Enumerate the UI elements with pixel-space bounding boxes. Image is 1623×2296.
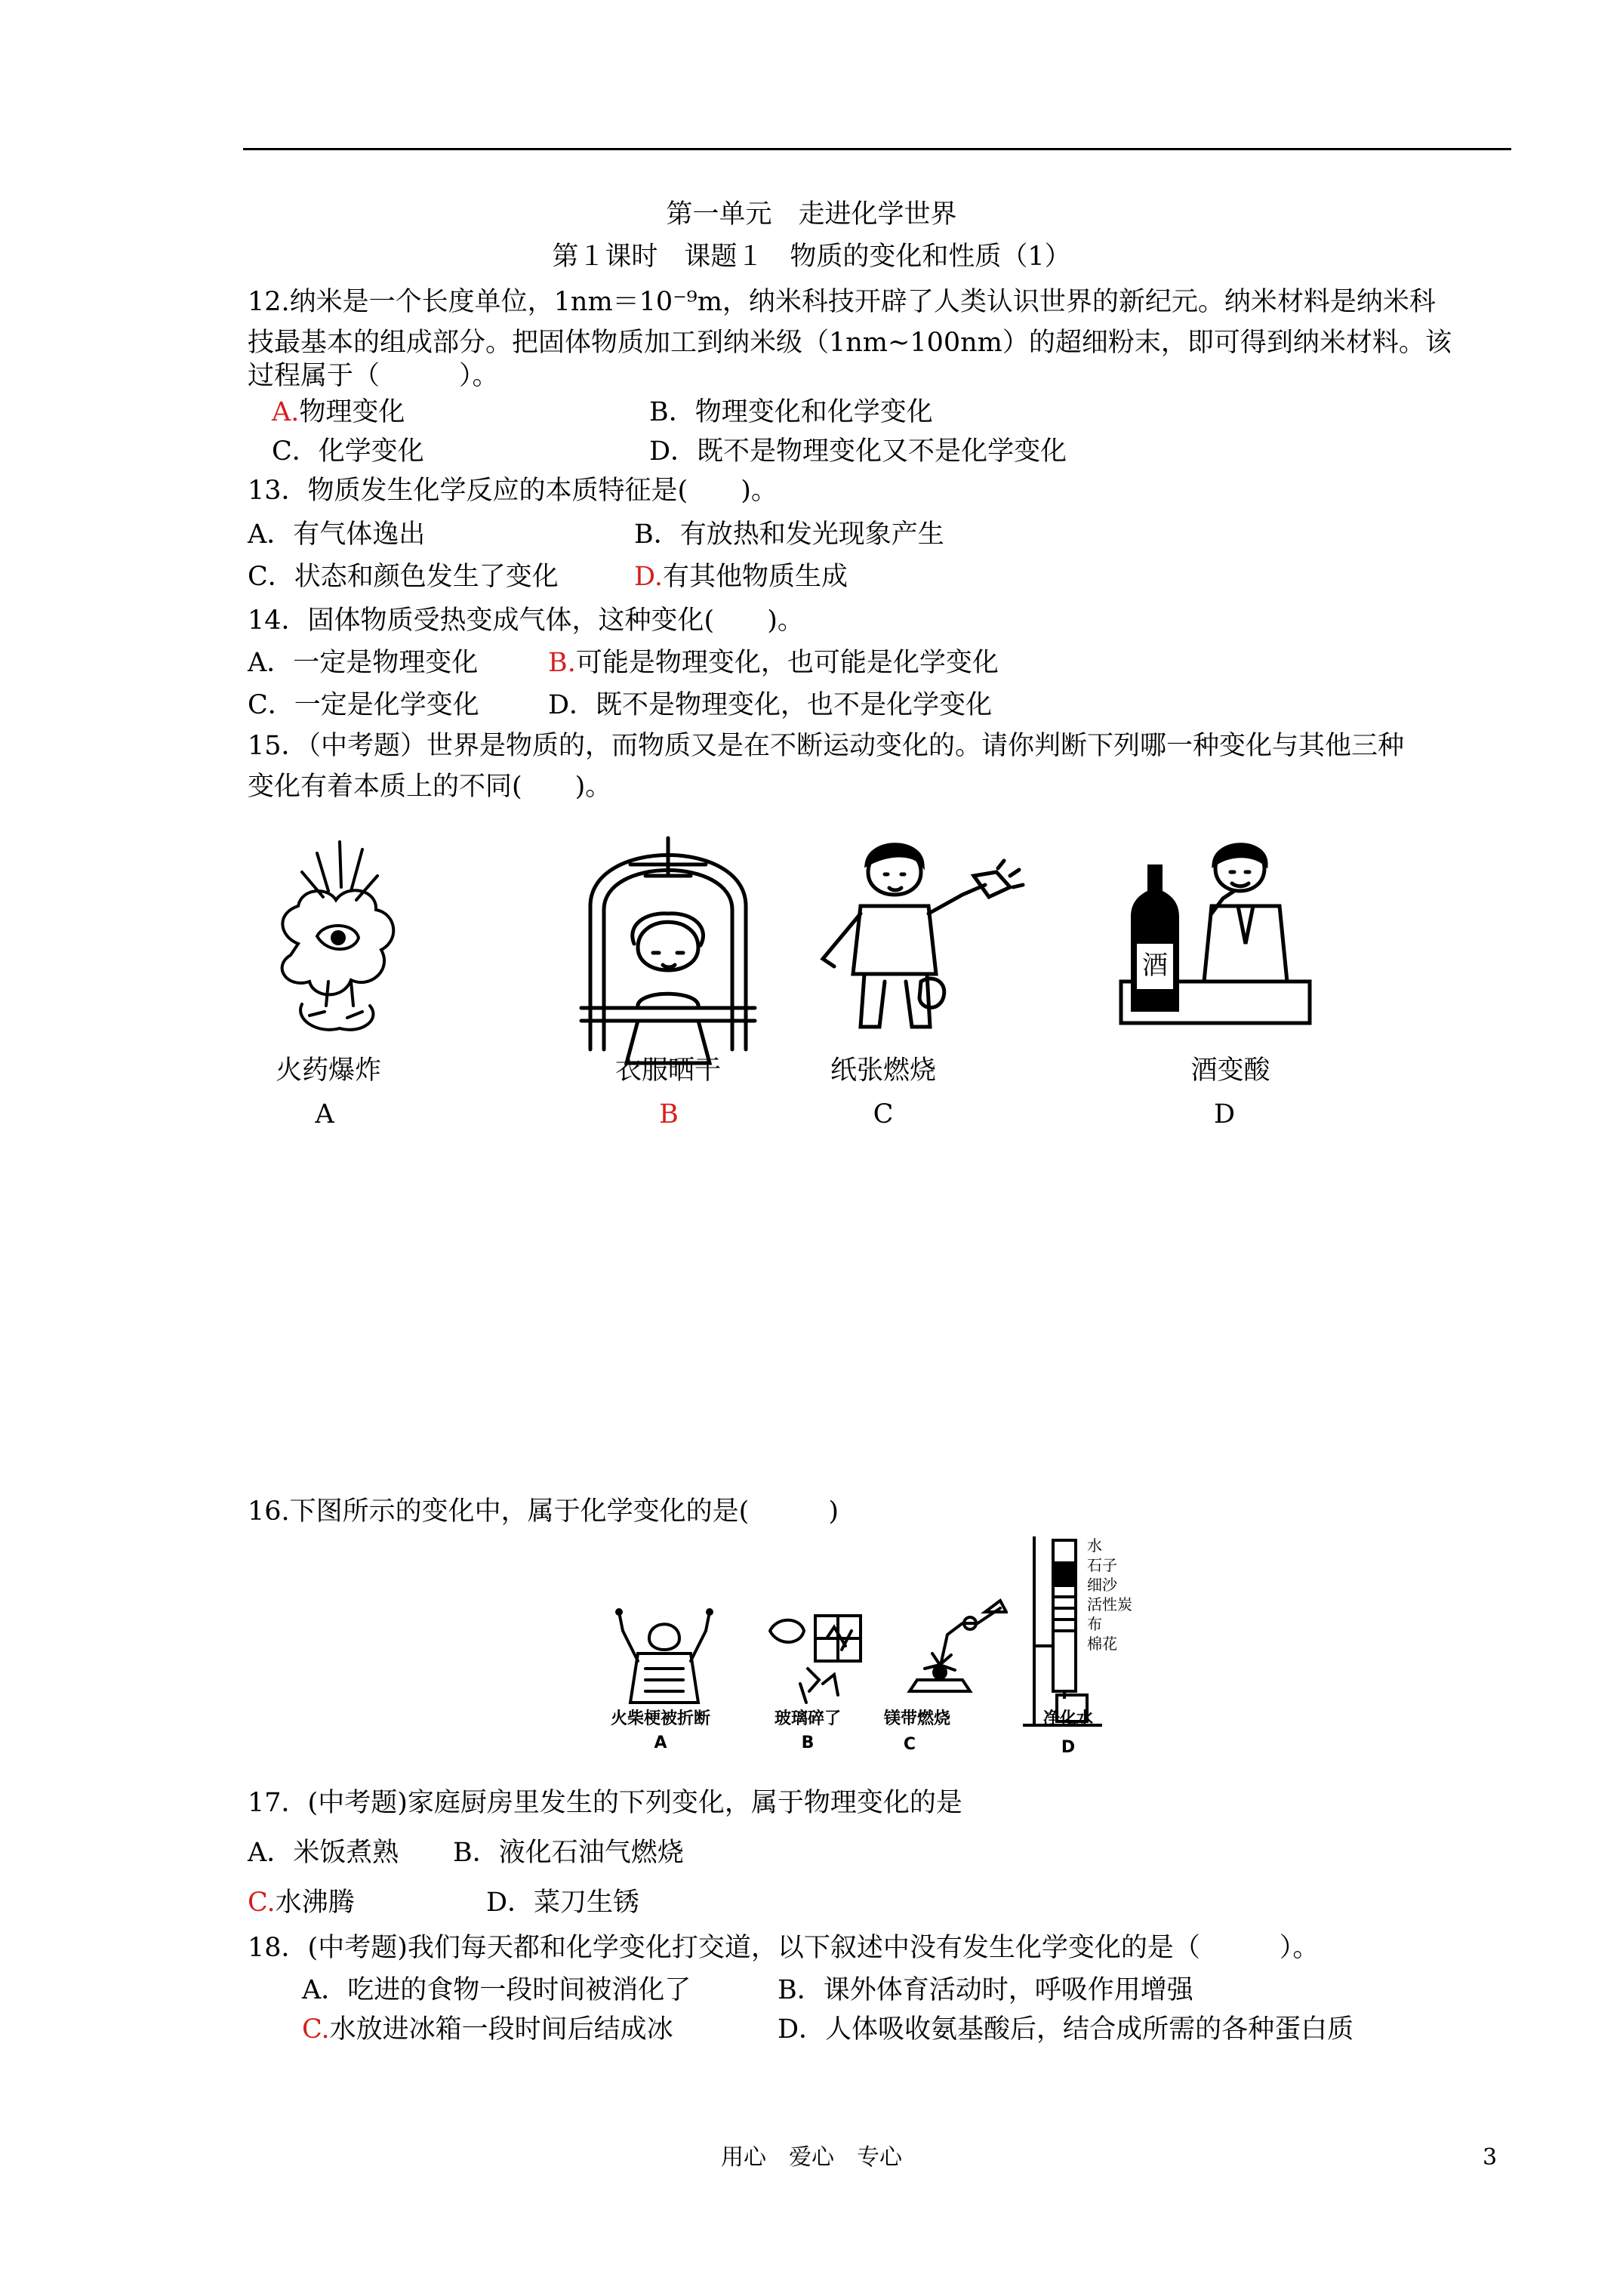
q16-stem: 16.下图所示的变化中，属于化学变化的是( )	[248, 1496, 839, 1527]
glass-breaking-figure	[762, 1608, 868, 1706]
page-number: 3	[1483, 2144, 1498, 2171]
bottle-label: 酒	[1142, 951, 1168, 981]
q16-fig-d-caption: 净化水	[1042, 1709, 1093, 1728]
q15-fig-c-letter: C	[873, 1099, 894, 1130]
q18-option-b: B．课外体育活动时，呼吸作用增强	[778, 1975, 1193, 2005]
clothes-drying-figure	[574, 823, 762, 1072]
q16-fig-d-letter: D	[1061, 1738, 1076, 1757]
q15-fig-b-caption: 衣服晒干	[614, 1056, 721, 1086]
q16-fig-a-letter: A	[654, 1734, 667, 1752]
filter-layer-fine-sand: 细沙	[1087, 1576, 1117, 1594]
q16-fig-a-caption: 火柴梗被折断	[610, 1709, 710, 1728]
q15-line1: 15．（中考题）世界是物质的，而物质又是在不断运动变化的。请你判断下列哪一种变化与其他三种	[248, 731, 1405, 761]
q14-option-b: B.可能是物理变化，也可能是化学变化	[548, 648, 999, 678]
q18-answer-letter: C.	[302, 2014, 330, 2045]
q15-fig-c-caption: 纸张燃烧	[830, 1056, 936, 1086]
q15-line2: 变化有着本质上的不同( )。	[248, 772, 612, 802]
q15-fig-b-letter: B	[659, 1099, 679, 1130]
q16-fig-c-caption: 镁带燃烧	[883, 1709, 950, 1728]
q14-answer-letter: B.	[548, 648, 576, 678]
footer-motto: 用心 爱心 专心	[721, 2144, 902, 2171]
q12-option-d: D．既不是物理变化又不是化学变化	[649, 436, 1067, 467]
q14-option-c: C．一定是化学变化	[248, 690, 479, 720]
q16-fig-c-letter: C	[903, 1735, 916, 1754]
q13-option-a: A．有气体逸出	[248, 519, 426, 550]
q12-line1: 12.纳米是一个长度单位，1nm＝10⁻⁹m，纳米科技开辟了人类认识世界的新纪元。纳米材料是纳米科	[248, 287, 1436, 317]
magnesium-burning-figure	[887, 1593, 1008, 1706]
q17-stem: 17．(中考题)家庭厨房里发生的下列变化，属于物理变化的是	[248, 1788, 962, 1818]
filter-layer-activated-carbon: 活性炭	[1087, 1595, 1132, 1613]
q15-fig-d-caption: 酒变酸	[1190, 1056, 1270, 1086]
unit-title: 第一单元 走进化学世界	[666, 199, 957, 230]
filter-layer-stones: 石子	[1087, 1556, 1117, 1574]
q15-fig-a-letter: A	[315, 1099, 334, 1130]
filter-layer-water: 水	[1087, 1536, 1102, 1555]
q12-option-a: A.物理变化	[272, 397, 405, 427]
water-purifier-figure	[1019, 1533, 1140, 1737]
q14-option-d: D．既不是物理变化，也不是化学变化	[548, 690, 993, 720]
q13-option-c: C．状态和颜色发生了变化	[248, 562, 559, 592]
q17-option-b: B．液化石油气燃烧	[453, 1838, 684, 1868]
q18-option-d: D．人体吸收氨基酸后，结合成所需的各种蛋白质	[778, 2014, 1354, 2045]
q17-option-d: D．菜刀生锈	[486, 1888, 640, 1918]
q18-stem: 18．(中考题)我们每天都和化学变化打交道，以下叙述中没有发生化学变化的是（ ）。	[248, 1933, 1320, 1963]
match-breaking-figure	[604, 1608, 717, 1706]
q17-option-c: C.水沸腾	[248, 1888, 355, 1918]
q15-fig-d-letter: D	[1213, 1099, 1236, 1130]
paper-burning-figure	[800, 831, 1027, 1042]
lesson-title: 第１课时 课题１ 物质的变化和性质（1）	[552, 242, 1071, 272]
q12-line2: 技最基本的组成部分。把固体物质加工到纳米级（1nm~100nm）的超细粉末，即可得到纳米材料。该	[248, 328, 1452, 358]
q17-answer-letter: C.	[248, 1888, 276, 1918]
q16-fig-b-letter: B	[801, 1734, 815, 1752]
q16-fig-b-caption: 玻璃碎了	[774, 1709, 841, 1728]
q13-stem: 13．物质发生化学反应的本质特征是( )。	[248, 476, 778, 506]
q13-answer-letter: D.	[634, 562, 663, 592]
q18-option-c: C.水放进冰箱一段时间后结成冰	[302, 2014, 673, 2045]
gunpowder-explosion-figure	[257, 831, 423, 1049]
header-rule	[243, 148, 1511, 150]
q15-fig-a-caption: 火药爆炸	[275, 1056, 381, 1086]
q13-option-b: B．有放热和发光现象产生	[634, 519, 944, 550]
q12-option-b: B．物理变化和化学变化	[649, 397, 933, 427]
q13-option-d: D.有其他物质生成	[634, 562, 848, 592]
wine-souring-figure	[1117, 838, 1313, 1034]
filter-layer-cotton: 棉花	[1087, 1635, 1117, 1653]
q18-option-a: A．吃进的食物一段时间被消化了	[302, 1975, 691, 2005]
q12-answer-letter: A.	[272, 397, 300, 427]
q12-option-c: C．化学变化	[272, 436, 424, 467]
q12-line3: 过程属于（ ）。	[248, 361, 499, 391]
q14-stem: 14．固体物质受热变成气体，这种变化( )。	[248, 606, 804, 636]
q14-option-a: A．一定是物理变化	[248, 648, 479, 678]
filter-layer-cloth: 布	[1087, 1615, 1102, 1633]
q17-option-a: A．米饭煮熟	[248, 1838, 399, 1868]
